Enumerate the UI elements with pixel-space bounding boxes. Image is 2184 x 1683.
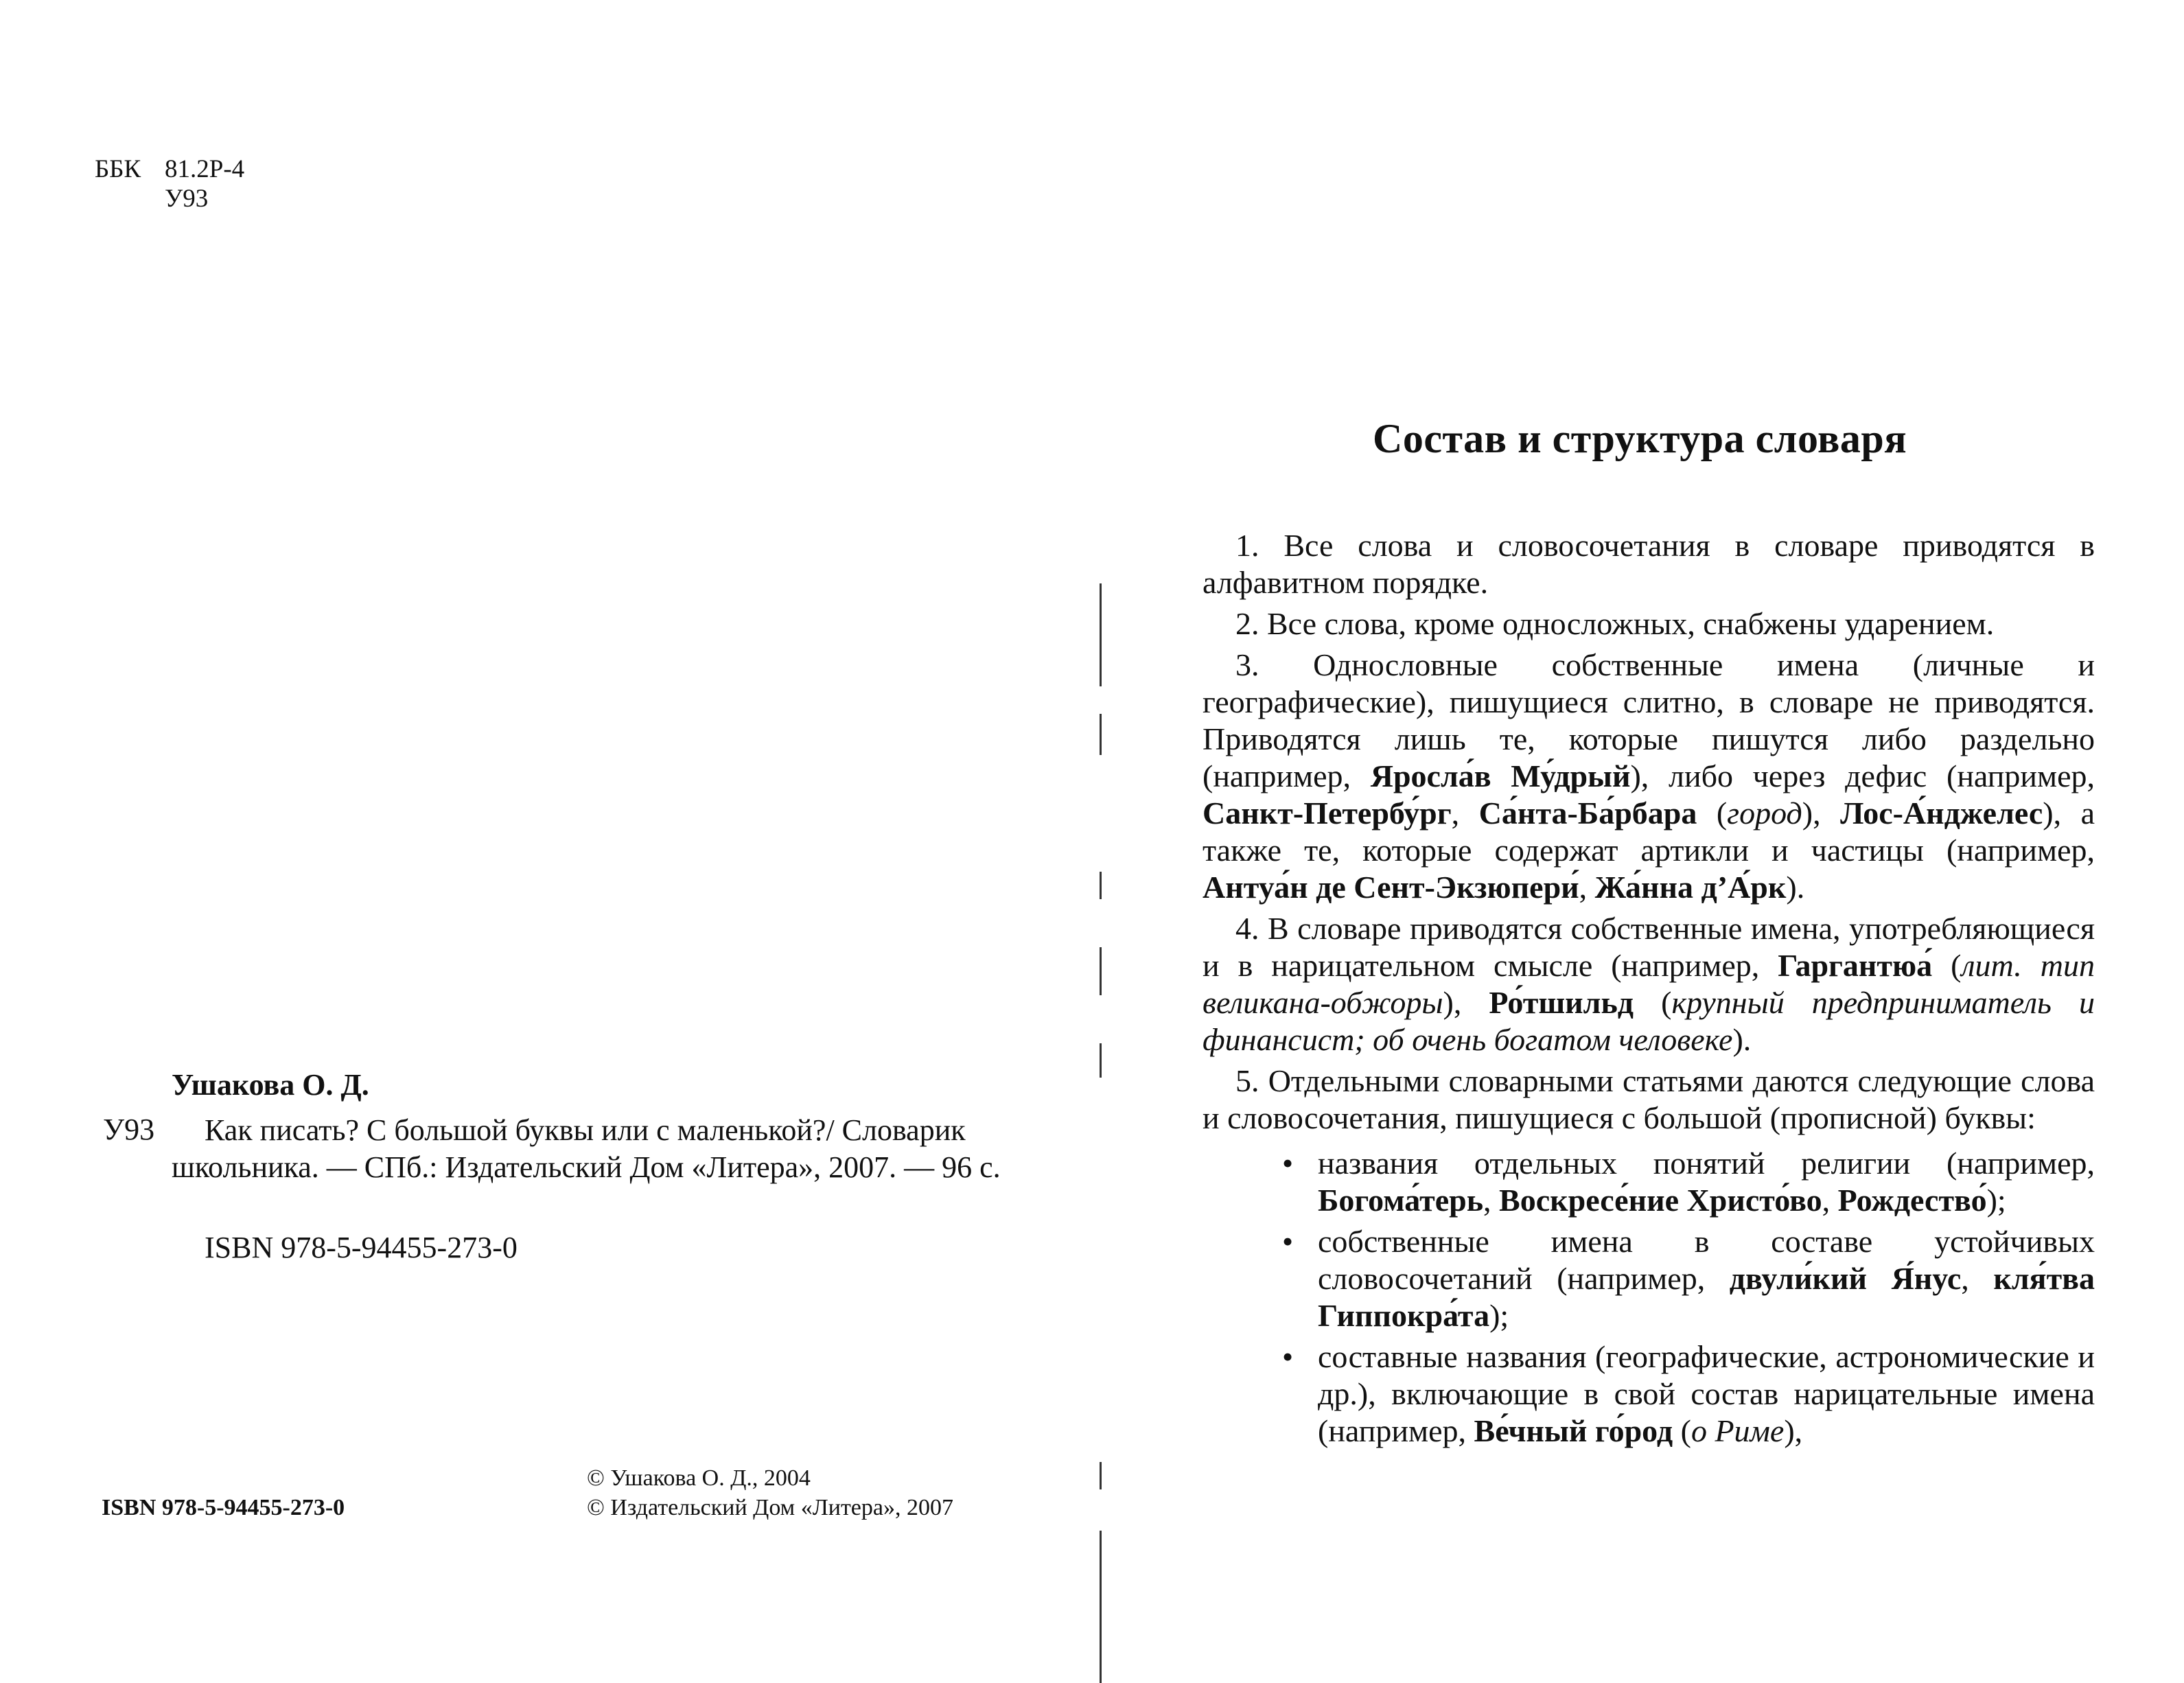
spine-mark [1100,1462,1102,1489]
spine-mark [1100,947,1102,995]
list-item: • составные названия (географические, астрономические и др.), включающие в свой состав нарицательные имена (например, Ве́чный го́род (о Риме), [1318,1338,2095,1450]
paragraph-4: 4. В словаре приводятся собственные имена, употребляющиеся и в нарицательном смысле (например, Гаргантюа́ (лит. тип великана-обжоры), Ро́тшильд (крупный предприниматель и финансист; об очень богатом человеке). [1203,911,2095,1057]
bottom-isbn: ISBN 978-5-94455-273-0 [102,1495,345,1520]
bullet-list [1203,1145,2095,1450]
paragraph-5: 5. Отдельными словарными статьями даются следующие слова и словосочетания, пишущиеся с большой (прописной) буквы: [1203,1063,2095,1135]
bbk-author-code: У93 [165,185,209,213]
spine-mark [1100,1043,1102,1078]
bbk-label: ББК [95,155,141,183]
paragraph-3: 3. Однословные собственные имена (личные и географические), пишущиеся слитно, в словаре не приводятся. Приводятся лишь те, которые пишутся либо раздельно (например, Яросла́в Му́дрый), либо через дефис (например, Санкт-Петербу́рг, Са́нта-Ба́рбара (город), Лос-А́нджелес), а также те, которые содержат артикли и частицы (например, Антуа́н де Сент-Экзюпери́, Жа́нна д’А́рк). [1203,647,2095,905]
catalog-code: У93 [103,1113,155,1146]
spine-mark [1100,1531,1102,1683]
catalog-isbn: ISBN 978-5-94455-273-0 [205,1231,518,1264]
catalog-description: Как писать? С большой буквы или с маленькой?/ Словарик школьника. — СПб.: Издательский Дом «Литера», 2007. — 96 с. [172,1113,1001,1184]
paragraph-2: 2. Все слова, кроме односложных, снабжены ударением. [1235,606,1995,641]
spine-mark [1100,872,1102,899]
list-item: • названия отдельных понятий религии (например, Богома́терь, Воскресе́ние Христо́во, Рождество́); [1318,1145,2095,1219]
spine-mark [1100,583,1102,686]
paragraph-1: 1. Все слова и словосочетания в словаре приводятся в алфавитном порядке. [1203,528,2095,600]
spine-mark [1100,714,1102,755]
body-text [1203,527,2095,1454]
list-item: • собственные имена в составе устойчивых словосочетаний (например, двули́кий Я́нус, кля́тва Гиппокра́та); [1318,1223,2095,1334]
catalog-author: Ушакова О. Д. [172,1068,369,1102]
page-title: Состав и структура словаря [1373,416,1907,461]
copyright-publisher: © Издательский Дом «Литера», 2007 [587,1495,953,1520]
copyright-author: © Ушакова О. Д., 2004 [587,1465,811,1491]
bbk-code: 81.2Р-4 [165,155,245,183]
